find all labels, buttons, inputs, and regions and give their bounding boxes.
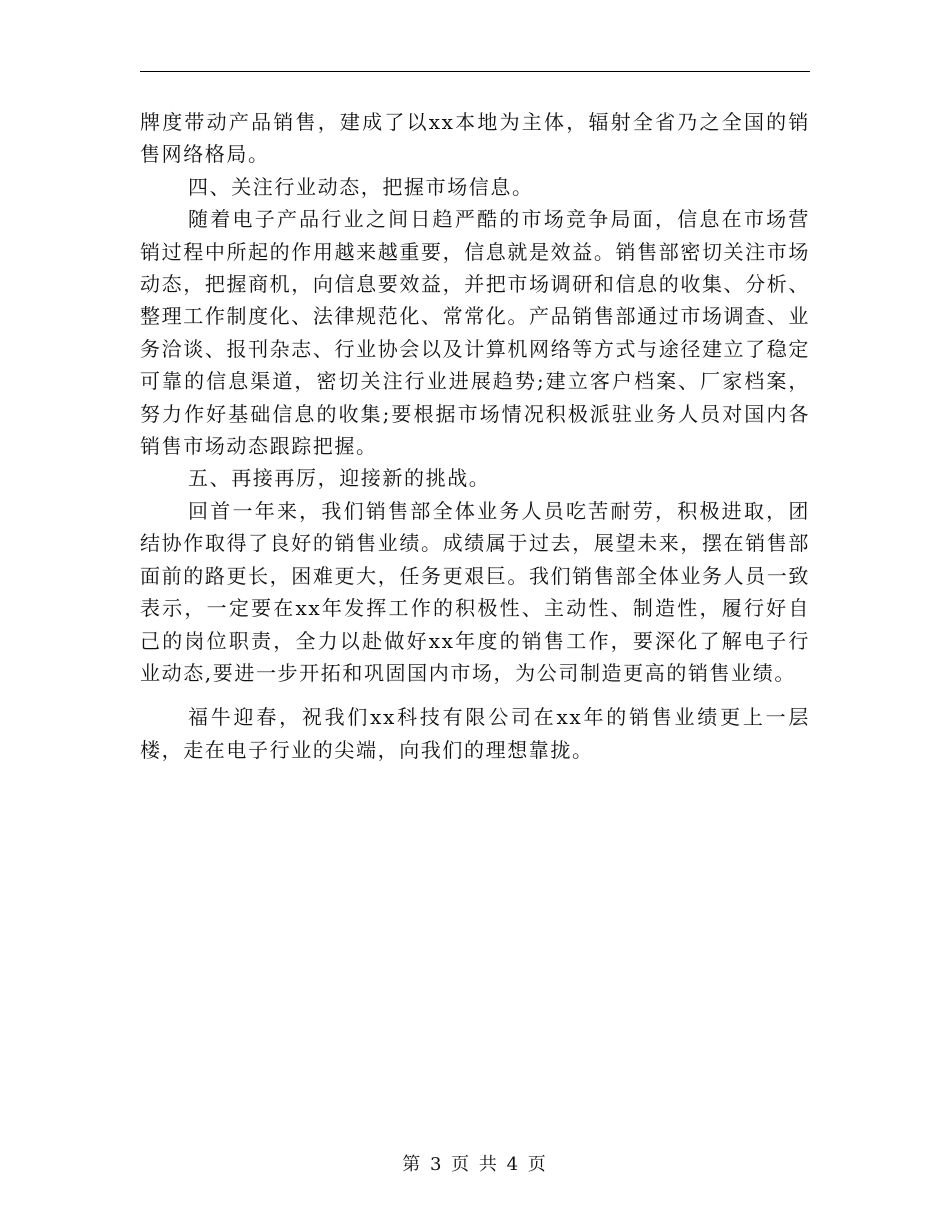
paragraph-closing-wish: 福牛迎春，祝我们xx科技有限公司在xx年的销售业绩更上一层楼，走在电子行业的尖端，向我们的理想靠拢。: [140, 705, 810, 762]
paragraph-continuation: 牌度带动产品销售，建成了以xx本地为主体，辐射全省乃之全国的销售网络格局。: [140, 110, 810, 167]
section-heading-five: 五、再接再厉，迎接新的挑战。: [188, 466, 491, 491]
document-body: [140, 106, 810, 766]
paragraph-market-info: 随着电子产品行业之间日趋严酷的市场竞争局面，信息在市场营销过程中所起的作用越来越重要，信息就是效益。销售部密切关注市场动态，把握商机，向信息要效益，并把市场调研和信息的收集、分析、整理工作制度化、法律规范化、常常化。产品销售部通过市场调查、业务洽谈、报刊杂志、行业协会以及计算机网络等方式与途径建立了稳定可靠的信息渠道，密切关注行业进展趋势;建立客户档案、厂家档案，努力作好基础信息的收集;要根据市场情况积极派驻业务人员对国内各销售市场动态跟踪把握。: [140, 207, 810, 459]
page-number-footer: 第 3 页 共 4 页: [402, 1154, 548, 1175]
header-rule: [140, 71, 810, 72]
paragraph-review: 回首一年来，我们销售部全体业务人员吃苦耐劳，积极进取，团结协作取得了良好的销售业绩。成绩属于过去，展望未来，摆在销售部面前的路更长，困难更大，任务更艰巨。我们销售部全体业务人员一致表示，一定要在xx年发挥工作的积极性、主动性、制造性，履行好自己的岗位职责，全力以赴做好xx年度的销售工作，要深化了解电子行业动态,要进一步开拓和巩固国内市场，为公司制造更高的销售业绩。: [140, 498, 810, 685]
section-heading-four: 四、关注行业动态，把握市场信息。: [188, 174, 534, 199]
